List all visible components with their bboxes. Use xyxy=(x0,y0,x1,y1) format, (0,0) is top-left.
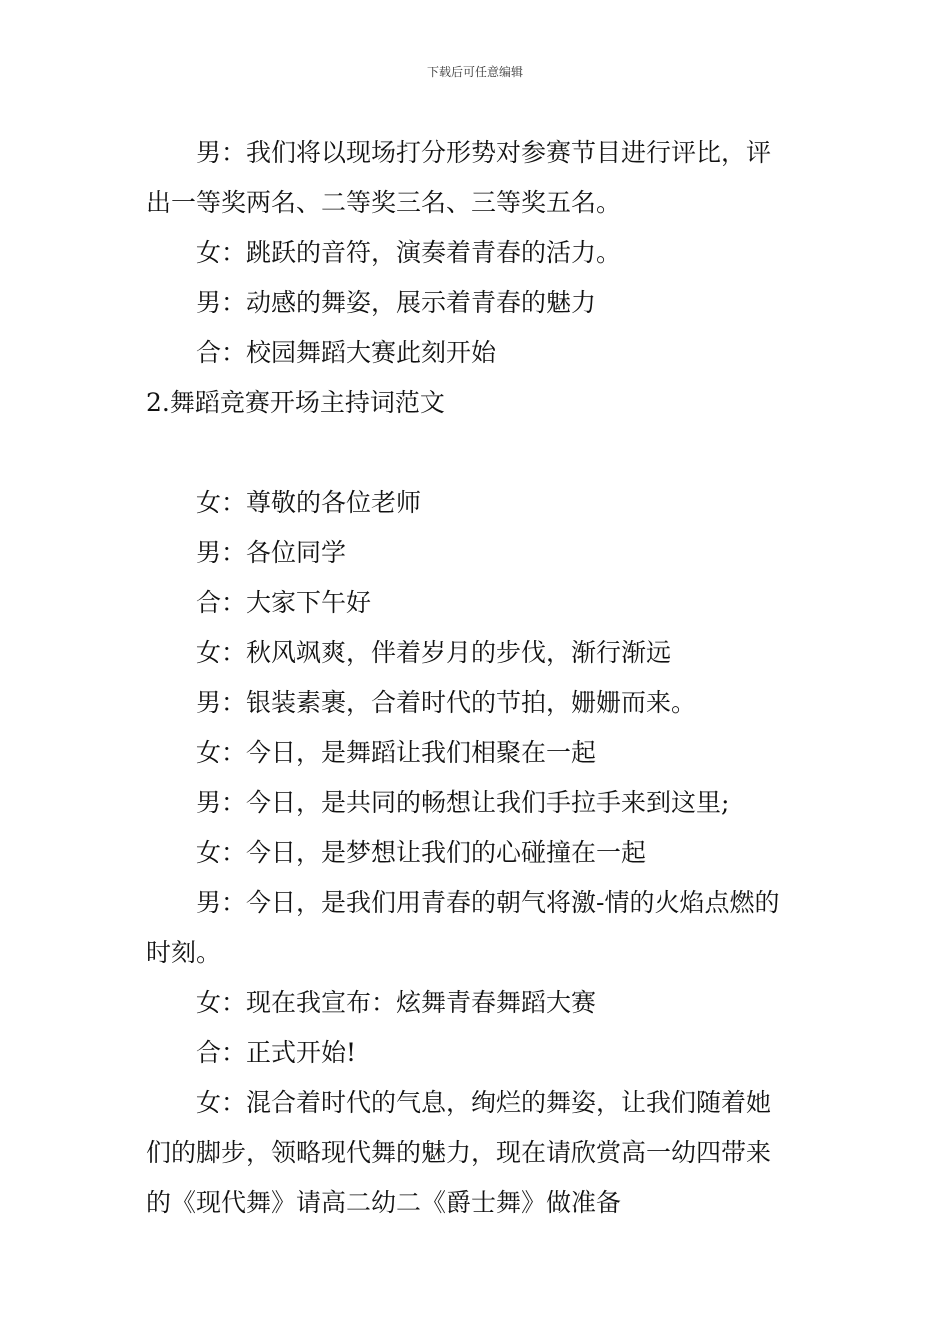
paragraph-line: 男：银装素裹，合着时代的节拍，姗姗而来。 xyxy=(196,688,697,717)
paragraph-line: 男：我们将以现场打分形势对参赛节目进行评比，评 xyxy=(196,138,772,167)
paragraph-line: 合：大家下午好 xyxy=(196,588,372,617)
paragraph-line: 女：混合着时代的气息，绚烂的舞姿，让我们随着她 xyxy=(196,1088,772,1117)
page-header: 下载后可任意编辑 xyxy=(426,65,523,79)
paragraph-line: 男：动感的舞姿，展示着青春的魅力 xyxy=(196,288,597,317)
paragraph-line: 男：各位同学 xyxy=(196,538,347,567)
blank-line xyxy=(146,428,810,478)
paragraph-line: 出一等奖两名、二等奖三名、三等奖五名。 xyxy=(146,188,622,217)
paragraph-line: 男：今日，是我们用青春的朝气将激-情的火焰点燃的 xyxy=(196,888,780,917)
paragraph-line: 女：今日，是梦想让我们的心碰撞在一起 xyxy=(196,838,647,867)
paragraph-line: 合：校园舞蹈大赛此刻开始 xyxy=(196,338,497,367)
paragraph-line: 女：尊敬的各位老师 xyxy=(196,488,422,517)
paragraph-line: 女：跳跃的音符，演奏着青春的活力。 xyxy=(196,238,622,267)
paragraph-line: 的《现代舞》请高二幼二《爵士舞》做准备 xyxy=(146,1188,622,1217)
paragraph-line: 们的脚步，领略现代舞的魅力，现在请欣赏高一幼四带来 xyxy=(146,1138,772,1167)
paragraph-line: 合：正式开始! xyxy=(196,1038,357,1067)
paragraph-line: 女：现在我宣布：炫舞青春舞蹈大赛 xyxy=(196,988,597,1017)
paragraph-line: 男：今日，是共同的畅想让我们手拉手来到这里; xyxy=(196,788,730,817)
paragraph-line: 女：今日，是舞蹈让我们相聚在一起 xyxy=(196,738,597,767)
document-body xyxy=(146,128,810,1228)
paragraph-line: 时刻。 xyxy=(146,938,222,967)
paragraph-line: 女：秋风飒爽，伴着岁月的步伐，渐行渐远 xyxy=(196,638,672,667)
section-heading: 2.舞蹈竞赛开场主持词范文 xyxy=(146,388,445,417)
